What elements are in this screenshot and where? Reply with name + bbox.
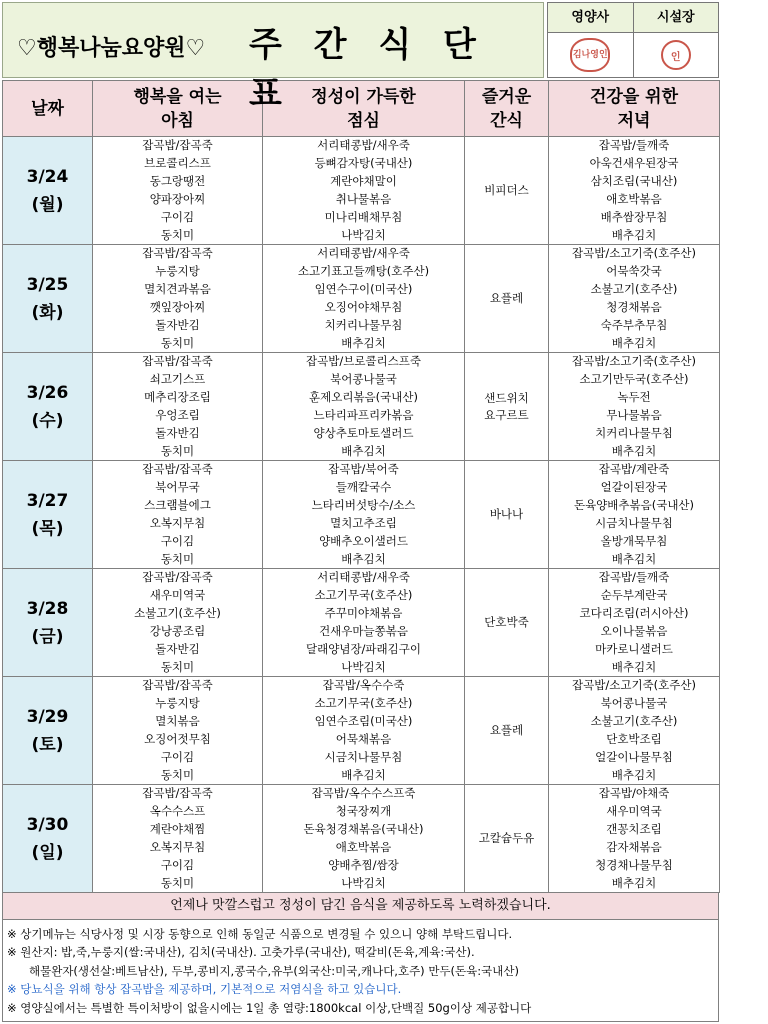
breakfast-item: 잡곡밥/잡곡죽 xyxy=(93,569,263,587)
lunch-item: 훈제오리볶음(국내산) xyxy=(263,389,465,407)
col-header-snack: 즐거운 간식 xyxy=(465,81,549,137)
lunch-item: 달래양념장/파래김구이 xyxy=(263,641,465,659)
dinner-item: 소고기만두국(호주산) xyxy=(549,371,720,389)
table-row xyxy=(3,281,720,299)
lunch-item: 임연수조림(미국산) xyxy=(263,713,465,731)
breakfast-item: 옥수수스프 xyxy=(93,803,263,821)
date-cell: 3/26 (수) xyxy=(3,353,93,461)
dinner-item: 치커리나물무침 xyxy=(549,425,720,443)
table-row xyxy=(3,623,720,641)
breakfast-item: 강낭콩조림 xyxy=(93,623,263,641)
org-name: ♡행복나눔요양원♡ xyxy=(17,36,206,61)
lunch-item: 계란야채말이 xyxy=(263,173,465,191)
director-seal-icon: 인 xyxy=(661,40,691,70)
table-row xyxy=(3,443,720,461)
table-row xyxy=(3,659,720,677)
lunch-item: 양배추오이샐러드 xyxy=(263,533,465,551)
dietitian-seal-icon: 김나영인 xyxy=(570,38,610,72)
weekly-menu-table xyxy=(2,80,720,893)
dinner-item: 배추김치 xyxy=(549,551,720,569)
snack-cell xyxy=(465,677,549,785)
dinner-item: 잡곡밥/들깨죽 xyxy=(549,569,720,587)
lunch-item: 나박김치 xyxy=(263,875,465,893)
dinner-item: 잡곡밥/소고기죽(호주산) xyxy=(549,677,720,695)
table-row xyxy=(3,407,720,425)
note-line: ※ 당뇨식을 위해 항상 잡곡밥을 제공하며, 기본적으로 저염식을 하고 있습니다. xyxy=(7,982,402,997)
breakfast-item: 구이김 xyxy=(93,209,263,227)
approval-dietitian xyxy=(548,3,634,77)
lunch-item: 멸치고추조림 xyxy=(263,515,465,533)
dinner-item: 잡곡밥/소고기죽(호주산) xyxy=(549,245,720,263)
dinner-item: 어묵쑥갓국 xyxy=(549,263,720,281)
table-row xyxy=(3,695,720,713)
col-header-dinner: 건강을 위한 저녁 xyxy=(549,81,720,137)
breakfast-item: 새우미역국 xyxy=(93,587,263,605)
breakfast-item: 오징어젓무침 xyxy=(93,731,263,749)
breakfast-item: 누룽지탕 xyxy=(93,695,263,713)
breakfast-item: 잡곡밥/잡곡죽 xyxy=(93,677,263,695)
lunch-item: 잡곡밥/옥수수스프죽 xyxy=(263,785,465,803)
lunch-item: 소고기무국(호주산) xyxy=(263,695,465,713)
dinner-item: 청경채볶음 xyxy=(549,299,720,317)
breakfast-item: 잡곡밥/잡곡죽 xyxy=(93,353,263,371)
lunch-item: 양배추찜/쌈장 xyxy=(263,857,465,875)
breakfast-item: 북어무국 xyxy=(93,479,263,497)
table-row xyxy=(3,569,720,587)
snack-item: 요구르트 xyxy=(484,407,529,422)
lunch-item: 잡곡밥/북어죽 xyxy=(263,461,465,479)
table-row xyxy=(3,209,720,227)
lunch-item: 배추김치 xyxy=(263,335,465,353)
dinner-item: 애호박볶음 xyxy=(549,191,720,209)
table-row xyxy=(3,191,720,209)
breakfast-item: 오복지무침 xyxy=(93,515,263,533)
table-row xyxy=(3,785,720,803)
table-row xyxy=(3,227,720,245)
breakfast-item: 누룽지탕 xyxy=(93,263,263,281)
table-row xyxy=(3,515,720,533)
dinner-item: 소불고기(호주산) xyxy=(549,713,720,731)
breakfast-item: 돌자반김 xyxy=(93,641,263,659)
dinner-item: 배추김치 xyxy=(549,767,720,785)
dinner-item: 얼갈이나물무침 xyxy=(549,749,720,767)
table-row xyxy=(3,587,720,605)
breakfast-item: 동치미 xyxy=(93,443,263,461)
snack-item: 샌드위치 xyxy=(484,390,529,405)
table-row xyxy=(3,461,720,479)
lunch-item: 치커리나물무침 xyxy=(263,317,465,335)
dinner-item: 삼치조림(국내산) xyxy=(549,173,720,191)
dinner-item: 소불고기(호주산) xyxy=(549,281,720,299)
lunch-item: 소고기표고들깨탕(호주산) xyxy=(263,263,465,281)
breakfast-item: 계란야채찜 xyxy=(93,821,263,839)
dinner-item: 녹두전 xyxy=(549,389,720,407)
lunch-item: 서리태콩밥/새우죽 xyxy=(263,137,465,155)
breakfast-item: 동치미 xyxy=(93,551,263,569)
table-row xyxy=(3,749,720,767)
note-line: ※ 상기메뉴는 식당사정 및 시장 동향으로 인해 동일군 식품으로 변경될 수 있으니 양해 부탁드립니다. xyxy=(7,927,513,941)
note-line: 해물완자(생선살:베트남산), 두부,콩비지,콩국수,유부(외국산:미국,캐나다,호주) 만두(돈육:국내산) xyxy=(29,963,519,978)
approval-box xyxy=(547,2,719,78)
breakfast-item: 돌자반김 xyxy=(93,425,263,443)
breakfast-item: 잡곡밥/잡곡죽 xyxy=(93,137,263,155)
lunch-item: 애호박볶음 xyxy=(263,839,465,857)
table-row xyxy=(3,137,720,155)
snack-item: 비피더스 xyxy=(484,183,529,197)
table-row xyxy=(3,857,720,875)
dinner-item: 배추김치 xyxy=(549,659,720,677)
table-row xyxy=(3,551,720,569)
dinner-item: 얼갈이된장국 xyxy=(549,479,720,497)
table-row xyxy=(3,839,720,857)
snack-cell xyxy=(465,137,549,245)
lunch-item: 등뼈감자탕(국내산) xyxy=(263,155,465,173)
dinner-item: 배추김치 xyxy=(549,443,720,461)
lunch-item: 청국장찌개 xyxy=(263,803,465,821)
dinner-item: 무나물볶음 xyxy=(549,407,720,425)
table-row xyxy=(3,641,720,659)
breakfast-item: 구이김 xyxy=(93,857,263,875)
table-row xyxy=(3,731,720,749)
snack-cell xyxy=(465,245,549,353)
table-row xyxy=(3,677,720,695)
snack-cell xyxy=(465,461,549,569)
date-cell: 3/25 (화) xyxy=(3,245,93,353)
col-header-date: 날짜 xyxy=(3,81,93,137)
dinner-item: 올방개묵무침 xyxy=(549,533,720,551)
dinner-item: 시금치나물무침 xyxy=(549,515,720,533)
page-title: 주 간 식 단 표 xyxy=(249,25,486,114)
dinner-item: 감자채볶음 xyxy=(549,839,720,857)
lunch-item: 어묵채볶음 xyxy=(263,731,465,749)
dinner-item: 돈육양배추볶음(국내산) xyxy=(549,497,720,515)
lunch-item: 느타리버섯탕수/소스 xyxy=(263,497,465,515)
lunch-item: 오징어야채무침 xyxy=(263,299,465,317)
dinner-item: 배추쌈장무침 xyxy=(549,209,720,227)
dinner-item: 배추김치 xyxy=(549,335,720,353)
breakfast-item: 깻잎장아찌 xyxy=(93,299,263,317)
dinner-item: 갠꽁치조림 xyxy=(549,821,720,839)
lunch-item: 나박김치 xyxy=(263,227,465,245)
breakfast-item: 브로콜리스프 xyxy=(93,155,263,173)
lunch-item: 들깨칼국수 xyxy=(263,479,465,497)
table-row xyxy=(3,317,720,335)
snack-cell xyxy=(465,353,549,461)
snack-item: 고칼슘두유 xyxy=(478,831,535,845)
col-header-breakfast: 행복을 여는 아침 xyxy=(93,81,263,137)
lunch-item: 배추김치 xyxy=(263,551,465,569)
table-row xyxy=(3,425,720,443)
table-row xyxy=(3,803,720,821)
snack-item: 단호박죽 xyxy=(484,615,529,629)
table-row xyxy=(3,497,720,515)
breakfast-item: 돌자반김 xyxy=(93,317,263,335)
approval-label: 영양사 xyxy=(548,3,633,33)
lunch-item: 소고기무국(호주산) xyxy=(263,587,465,605)
approval-label: 시설장 xyxy=(634,3,719,33)
dinner-item: 잡곡밥/계란죽 xyxy=(549,461,720,479)
breakfast-item: 잡곡밥/잡곡죽 xyxy=(93,245,263,263)
table-row xyxy=(3,389,720,407)
breakfast-item: 오복지무침 xyxy=(93,839,263,857)
lunch-item: 북어콩나물국 xyxy=(263,371,465,389)
note-line: ※ 영양실에서는 특별한 특이처방이 없을시에는 1일 총 열량:1800kcal 이상,단백질 50g이상 제공합니다 xyxy=(7,1000,532,1015)
breakfast-item: 우엉조림 xyxy=(93,407,263,425)
breakfast-item: 동치미 xyxy=(93,659,263,677)
lunch-item: 잡곡밥/브로콜리스프죽 xyxy=(263,353,465,371)
dinner-item: 아욱건새우된장국 xyxy=(549,155,720,173)
date-cell: 3/29 (토) xyxy=(3,677,93,785)
dinner-item: 새우미역국 xyxy=(549,803,720,821)
dinner-item: 마카로니샐러드 xyxy=(549,641,720,659)
snack-item: 바나나 xyxy=(489,507,524,521)
table-row xyxy=(3,605,720,623)
breakfast-item: 멸치볶음 xyxy=(93,713,263,731)
lunch-item: 시금치나물무침 xyxy=(263,749,465,767)
table-row xyxy=(3,263,720,281)
dinner-item: 배추김치 xyxy=(549,875,720,893)
breakfast-item: 소불고기(호주산) xyxy=(93,605,263,623)
breakfast-item: 동치미 xyxy=(93,767,263,785)
table-row xyxy=(3,353,720,371)
table-row xyxy=(3,875,720,893)
lunch-item: 돈육청경채볶음(국내산) xyxy=(263,821,465,839)
table-row xyxy=(3,299,720,317)
date-cell: 3/30 (일) xyxy=(3,785,93,893)
table-row xyxy=(3,155,720,173)
table-row xyxy=(3,767,720,785)
date-cell: 3/24 (월) xyxy=(3,137,93,245)
breakfast-item: 잡곡밥/잡곡죽 xyxy=(93,785,263,803)
dinner-item: 순두부계란국 xyxy=(549,587,720,605)
breakfast-item: 양파장아찌 xyxy=(93,191,263,209)
dinner-item: 북어콩나물국 xyxy=(549,695,720,713)
breakfast-item: 멸치견과볶음 xyxy=(93,281,263,299)
menu-body xyxy=(3,137,720,893)
table-row xyxy=(3,713,720,731)
menu-sheet xyxy=(2,2,719,1022)
table-row xyxy=(3,479,720,497)
date-cell: 3/28 (금) xyxy=(3,569,93,677)
lunch-item: 잡곡밥/옥수수죽 xyxy=(263,677,465,695)
snack-item: 요플레 xyxy=(489,723,524,737)
dinner-item: 숙주부추무침 xyxy=(549,317,720,335)
table-row xyxy=(3,335,720,353)
lunch-item: 양상추토마토샐러드 xyxy=(263,425,465,443)
dinner-item: 잡곡밥/소고기죽(호주산) xyxy=(549,353,720,371)
dinner-item: 잡곡밥/들깨죽 xyxy=(549,137,720,155)
lunch-item: 배추김치 xyxy=(263,443,465,461)
breakfast-item: 동치미 xyxy=(93,335,263,353)
lunch-item: 임연수구이(미국산) xyxy=(263,281,465,299)
table-row xyxy=(3,533,720,551)
col-header-lunch: 정성이 가득한 점심 xyxy=(263,81,465,137)
snack-cell xyxy=(465,785,549,893)
table-row xyxy=(3,371,720,389)
lunch-item: 건새우마늘쫑볶음 xyxy=(263,623,465,641)
lunch-item: 느타리파프리카볶음 xyxy=(263,407,465,425)
dinner-item: 오이나물볶음 xyxy=(549,623,720,641)
notes xyxy=(2,920,719,1022)
dinner-item: 청경채나물무침 xyxy=(549,857,720,875)
lunch-item: 미나리배채무침 xyxy=(263,209,465,227)
date-cell: 3/27 (목) xyxy=(3,461,93,569)
breakfast-item: 잡곡밥/잡곡죽 xyxy=(93,461,263,479)
note-line: ※ 원산지: 밥,죽,누룽지(쌀:국내산), 김치(국내산). 고춧가루(국내산), 떡갈비(돈육,계육:국산). xyxy=(7,945,475,960)
lunch-item: 배추김치 xyxy=(263,767,465,785)
snack-item: 요플레 xyxy=(489,291,524,305)
lunch-item: 주꾸미야채볶음 xyxy=(263,605,465,623)
dinner-item: 배추김치 xyxy=(549,227,720,245)
dinner-item: 단호박조림 xyxy=(549,731,720,749)
breakfast-item: 구이김 xyxy=(93,749,263,767)
lunch-item: 서리태콩밥/새우죽 xyxy=(263,245,465,263)
lunch-item: 서리태콩밥/새우죽 xyxy=(263,569,465,587)
breakfast-item: 동그랑땡전 xyxy=(93,173,263,191)
lunch-item: 취나물볶음 xyxy=(263,191,465,209)
breakfast-item: 구이김 xyxy=(93,533,263,551)
breakfast-item: 쇠고기스프 xyxy=(93,371,263,389)
dinner-item: 잡곡밥/야채죽 xyxy=(549,785,720,803)
breakfast-item: 스크램블에그 xyxy=(93,497,263,515)
approval-director xyxy=(634,3,719,77)
snack-cell xyxy=(465,569,549,677)
breakfast-item: 동치미 xyxy=(93,227,263,245)
table-row xyxy=(3,245,720,263)
table-row xyxy=(3,173,720,191)
slogan: 언제나 맛깔스럽고 정성이 담긴 음식을 제공하도록 노력하겠습니다. xyxy=(2,893,719,920)
breakfast-item: 동치미 xyxy=(93,875,263,893)
lunch-item: 나박김치 xyxy=(263,659,465,677)
table-row xyxy=(3,821,720,839)
dinner-item: 코다리조림(러시아산) xyxy=(549,605,720,623)
breakfast-item: 메추리장조림 xyxy=(93,389,263,407)
